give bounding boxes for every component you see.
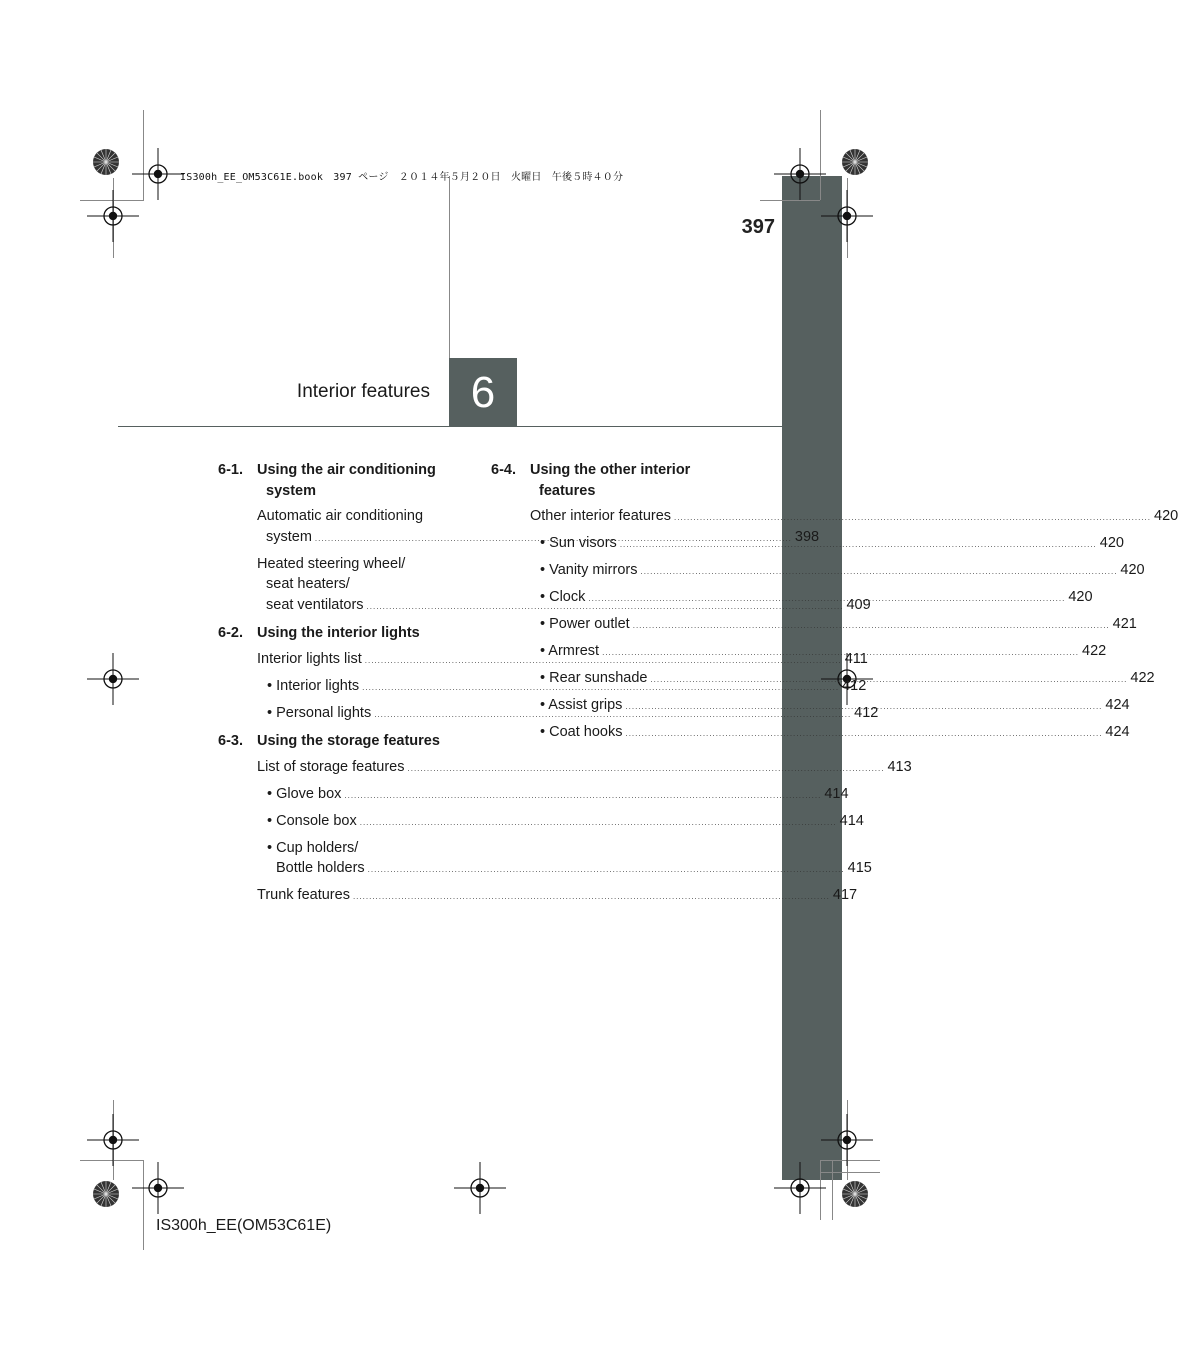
toc-entry-text: • Sun visors	[540, 535, 617, 551]
toc-page-number: 422	[1130, 670, 1155, 686]
crosshair-mark	[132, 1162, 184, 1214]
toc-entry[interactable]	[530, 560, 1145, 583]
toc-page-number: 414	[824, 785, 849, 802]
toc-page-number: 420	[1068, 589, 1093, 605]
starburst-mark	[93, 149, 119, 175]
chapter-number-box	[449, 358, 517, 427]
toc-entry-last-line	[267, 811, 864, 834]
toc-entry-last-line	[257, 757, 912, 780]
toc-entry-last-line	[540, 560, 1145, 583]
toc-page-number: 420	[1099, 535, 1124, 551]
toc-section-title: Using the other interior features	[530, 462, 691, 499]
book-header-line: IS300h_EE_OM53C61E.book 397 ページ ２０１４年５月２０日 火曜日 午後５時４０分	[180, 172, 624, 183]
toc-page-number: 424	[1105, 724, 1130, 740]
toc-entry-text: seat ventilators	[266, 596, 364, 613]
toc-page-number: 424	[1105, 697, 1130, 713]
toc-entry[interactable]	[257, 811, 864, 834]
toc-section-heading	[218, 460, 467, 501]
toc-entry-last-line	[540, 614, 1137, 637]
toc-section-number: 6-4.	[491, 462, 516, 478]
toc-entry-text: Automatic air conditioning	[257, 508, 424, 524]
toc-page-number: 422	[1082, 643, 1107, 659]
toc-entry-last-line	[530, 506, 1178, 529]
toc-entry-text: • Armrest	[540, 643, 600, 659]
toc-entry-text: • Vanity mirrors	[540, 562, 638, 578]
toc-page-number: 415	[847, 860, 872, 876]
toc-entry-text: • Coat hooks	[540, 724, 623, 740]
crosshair-mark	[87, 653, 139, 705]
toc-entry-text: • Rear sunshade	[540, 670, 648, 686]
toc-entry-text: • Power outlet	[540, 616, 630, 632]
leader-dots	[640, 567, 1117, 576]
toc-section-heading	[218, 623, 467, 644]
toc-entry-text: Bottle holders	[276, 860, 365, 876]
crosshair-mark	[132, 148, 184, 200]
toc-entry-text: • Console box	[267, 812, 357, 829]
leader-dots	[353, 892, 830, 901]
crosshair-mark	[454, 1162, 506, 1214]
toc-entry-text: Interior lights list	[257, 650, 362, 667]
leader-dots	[625, 702, 1102, 711]
leader-dots	[620, 540, 1097, 549]
leader-dots	[650, 675, 1127, 684]
leader-dots	[674, 513, 1151, 522]
page-number: 397	[741, 216, 775, 238]
toc-entry-text: Heated steering wheel/	[257, 555, 406, 572]
toc-page-number: 417	[832, 887, 858, 903]
toc-entry[interactable]	[530, 614, 1137, 637]
toc-section-heading	[218, 731, 467, 752]
leader-dots	[368, 865, 845, 874]
toc-entry-text: Other interior features	[530, 508, 672, 524]
toc-page-number: 411	[844, 650, 868, 667]
leader-dots	[633, 621, 1110, 630]
toc-entry-last-line	[267, 858, 872, 881]
toc-entry[interactable]	[257, 757, 912, 780]
toc-entry-text: • Interior lights	[267, 677, 360, 694]
crosshair-mark	[87, 1114, 139, 1166]
toc-entry[interactable]	[530, 722, 1130, 745]
chapter-title: Interior features	[296, 381, 430, 402]
toc-entry-text: • Cup holders/	[267, 839, 359, 856]
crosshair-mark	[821, 190, 873, 242]
toc-page-number: 398	[794, 528, 820, 545]
toc-entry-text: List of storage features	[257, 758, 405, 775]
toc-entry-text: • Glove box	[267, 785, 342, 802]
leader-dots	[360, 818, 837, 827]
starburst-mark	[842, 1181, 868, 1207]
toc-page-number: 420	[1120, 562, 1145, 578]
toc-section-number: 6-3.	[218, 733, 243, 749]
toc-page-number: 414	[839, 812, 864, 829]
toc-entry-text: Trunk features	[257, 887, 350, 903]
chapter-number: 6	[470, 368, 496, 417]
toc-entry-text: seat heaters/	[266, 576, 350, 592]
toc-section-heading	[491, 460, 740, 501]
toc-entry-text: • Personal lights	[267, 704, 372, 721]
toc-entry[interactable]	[257, 885, 858, 908]
toc-page-number: 420	[1154, 508, 1178, 524]
toc-entry-last-line	[267, 784, 849, 807]
starburst-mark	[842, 149, 868, 175]
toc-entry-text: system	[266, 528, 312, 545]
toc-page-number: 412	[854, 704, 879, 721]
crosshair-mark	[774, 1162, 826, 1214]
starburst-mark	[93, 1181, 119, 1207]
toc-section-title: Using the storage features	[257, 733, 440, 749]
chapter-rule	[118, 426, 782, 427]
toc-section-number: 6-2.	[218, 625, 243, 641]
toc-entry[interactable]	[257, 838, 872, 881]
toc-entry[interactable]	[257, 784, 849, 807]
toc-page-number: 413	[887, 758, 912, 775]
toc-entry[interactable]	[530, 506, 1178, 529]
leader-dots	[625, 729, 1102, 738]
footer-code: IS300h_EE(OM53C61E)	[156, 1217, 332, 1234]
toc-page-number: 421	[1112, 616, 1137, 632]
toc-entry-last-line	[540, 722, 1130, 745]
toc-entry-text: • Clock	[540, 589, 586, 605]
toc-page-number: 412	[842, 677, 867, 694]
crosshair-mark	[821, 1114, 873, 1166]
toc-section-title: Using the interior lights	[257, 625, 420, 641]
crosshair-mark	[87, 190, 139, 242]
toc-entry-last-line	[257, 885, 858, 908]
toc-entries	[218, 757, 912, 908]
leader-dots	[408, 764, 885, 773]
leader-dots	[344, 791, 821, 800]
leader-dots	[588, 594, 1065, 603]
crosshair-mark	[774, 148, 826, 200]
toc-section-title: Using the air conditioning system	[257, 462, 436, 499]
toc-section-number: 6-1.	[218, 462, 243, 478]
toc-entry-text: • Assist grips	[540, 697, 623, 713]
leader-dots	[602, 648, 1079, 657]
toc-page-number: 409	[846, 596, 871, 613]
